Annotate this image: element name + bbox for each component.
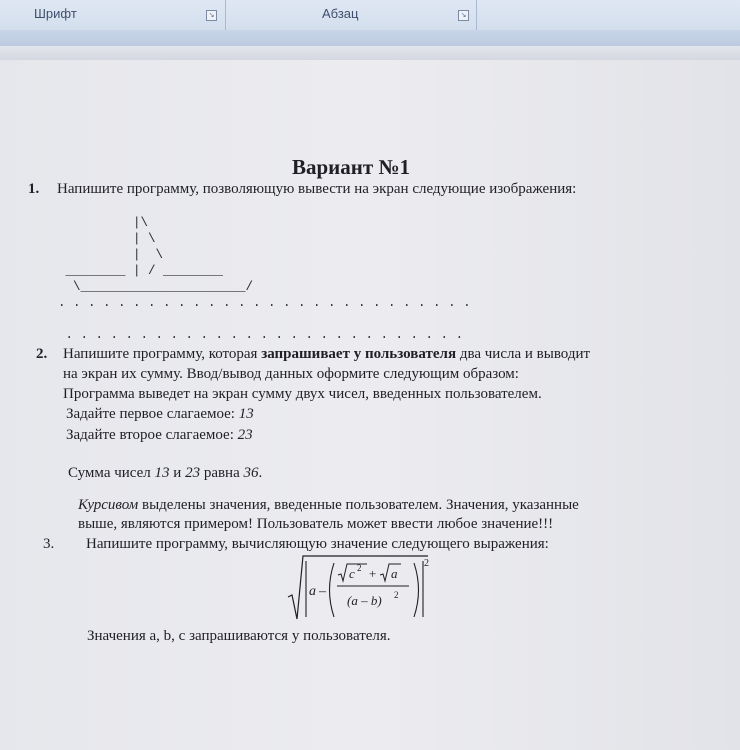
formula-denominator-power: 2 <box>394 590 399 600</box>
sum-value2: 23 <box>185 465 201 481</box>
task2-note-line1 <box>78 497 579 514</box>
note-rest: выделены значения, введенные пользователем. Значения, указанные <box>138 497 579 513</box>
formula-expression <box>285 553 435 623</box>
paren-left <box>330 563 335 617</box>
task1-number: 1. <box>28 181 40 197</box>
formula-outer-power: 2 <box>424 558 429 569</box>
task3-text: Напишите программу, вычисляющую значение следующего выражения: <box>86 536 549 552</box>
task2-line1-bold: запрашивает у пользователя <box>261 346 457 362</box>
task2-prompt2 <box>66 427 253 444</box>
prompt2-label: Задайте второе слагаемое: <box>66 427 238 443</box>
sum-text-a: Сумма чисел <box>68 465 155 481</box>
task2-line3: Программа выведет на экран сумму двух чисел, введенных пользователем. <box>63 386 542 402</box>
horizontal-ruler[interactable] <box>0 46 740 60</box>
sum-value1: 13 <box>154 465 170 481</box>
ribbon-group-font[interactable] <box>0 0 226 30</box>
sum-result: 36 <box>243 465 259 481</box>
paragraph-dialog-launcher-icon[interactable]: ↘ <box>458 10 469 21</box>
formula-a2: a <box>391 566 398 581</box>
sum-eq: равна <box>200 465 244 481</box>
task2-sum-line <box>68 465 262 482</box>
sum-and: и <box>169 465 186 481</box>
task2-line1 <box>63 346 590 363</box>
prompt1-label: Задайте первое слагаемое: <box>66 406 239 422</box>
task2-line1-a: Напишите программу, которая <box>63 346 262 362</box>
paren-right <box>414 563 419 617</box>
task2-line2: на экран их сумму. Ввод/вывод данных оформите следующим образом: <box>63 366 519 382</box>
task2-note-line2: выше, являются примером! Пользователь может ввести любое значение!!! <box>78 516 554 532</box>
task2-number: 2. <box>36 346 48 362</box>
formula-a: a <box>309 584 316 599</box>
sum-dot: . <box>258 465 263 481</box>
formula-plus: + <box>369 566 377 581</box>
formula-denominator: (a – b) <box>347 593 382 608</box>
ribbon-bottom-strip <box>0 30 740 46</box>
page-title: Вариант №1 <box>292 155 411 179</box>
ribbon-group-paragraph-label: Абзац <box>322 6 359 21</box>
task3-footer: Значения a, b, c запрашиваются у пользователя. <box>87 628 391 644</box>
formula-c: c <box>349 566 355 581</box>
prompt1-value: 13 <box>238 406 254 422</box>
formula-minus: – <box>319 584 326 599</box>
note-italic-word: Курсивом <box>78 497 139 513</box>
task1-text: Напишите программу, позволяющую вывести на экран следующие изображения: <box>57 181 577 197</box>
task2-prompt1 <box>66 406 254 423</box>
task2-line1-c: два числа и выводит <box>456 346 591 362</box>
formula-c-power: 2 <box>357 563 362 573</box>
ribbon-group-font-label: Шрифт <box>34 6 77 21</box>
font-dialog-launcher-icon[interactable]: ↘ <box>206 10 217 21</box>
prompt2-value: 23 <box>237 427 253 443</box>
task1-ascii-art: |\ | \ | \ ________ | / ________ \______________________/ . . . . . . . . . . . . . . . . . . . . . . . . . . . . . . . . . . . . . . . . . . . . . . . . . . . . . . . <box>58 216 471 342</box>
ribbon <box>0 0 740 47</box>
ribbon-group-paragraph[interactable] <box>226 0 477 30</box>
task3-number: 3. <box>43 536 55 552</box>
